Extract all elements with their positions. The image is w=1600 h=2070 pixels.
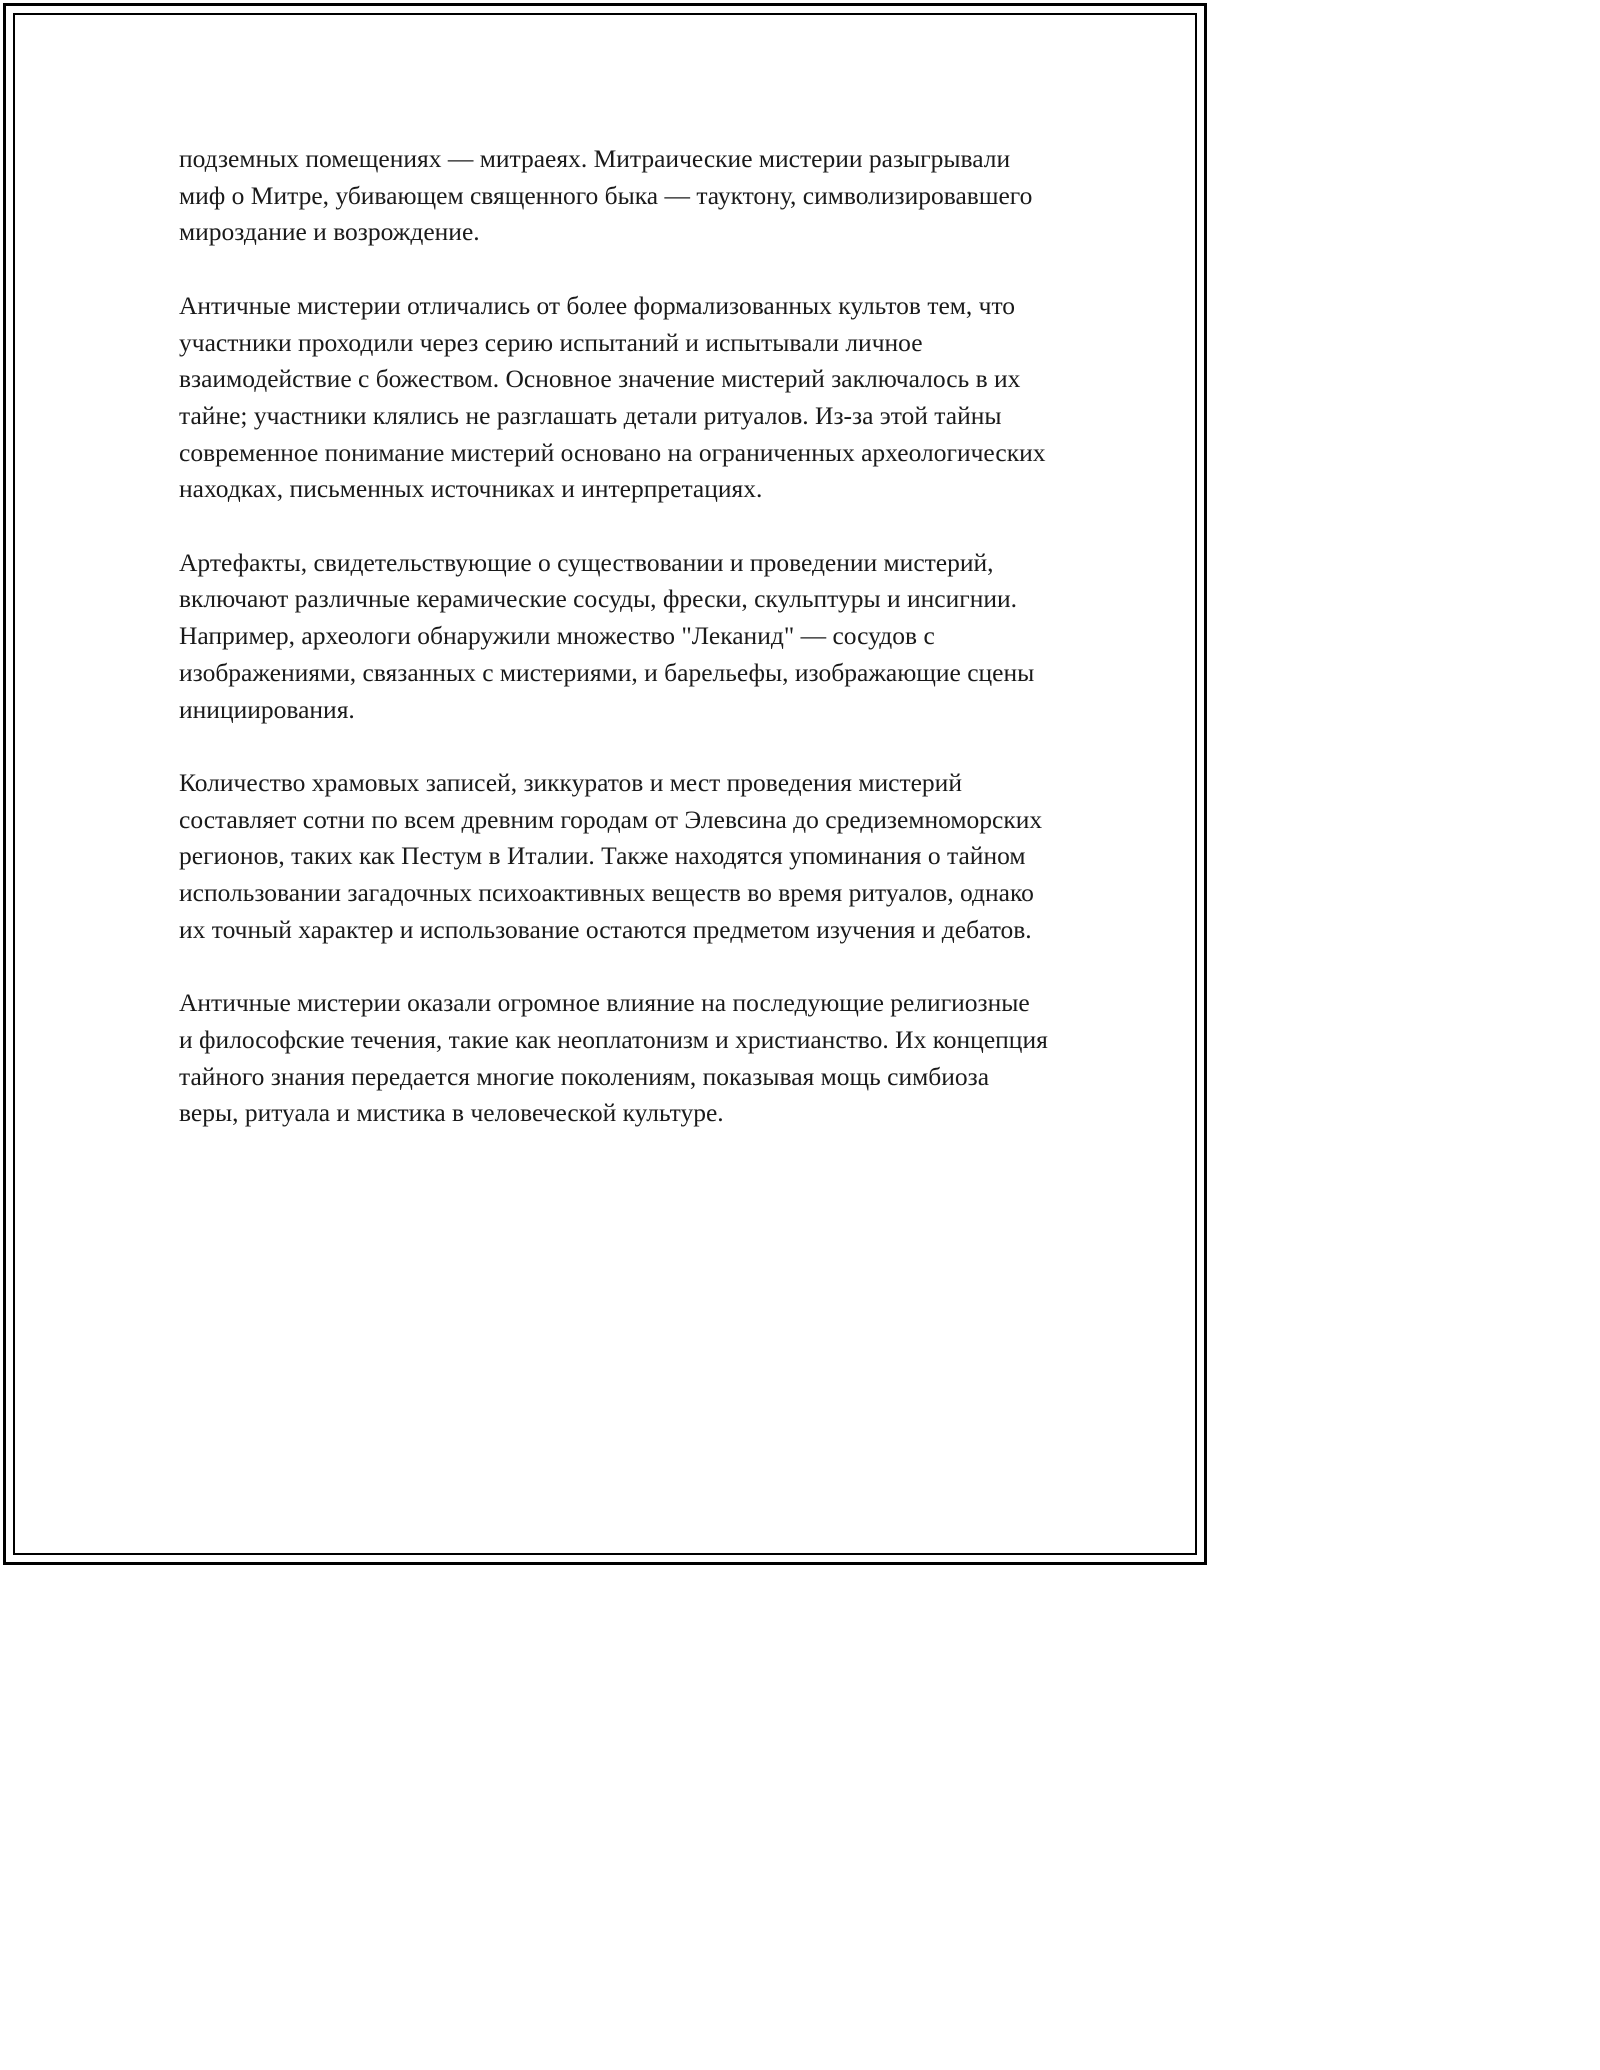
paragraph-temple-records: Количество храмовых записей, зиккуратов и мест проведения мистерий составляет сотни по всем древним городам от Элевсина до средиземноморских регионов, таких как Пестум в Италии. Также находятся упоминания о тайном использовании загадочных психоактивных веществ во время ритуалов, однако их точный характер и использование остаются предметом изучения и дебатов. <box>179 767 1043 944</box>
paragraph-ancient-mysteries-secrecy: Античные мистерии отличались от более формализованных культов тем, что участники проходили через серию испытаний и испытывали личное взаимодействие с божеством. Основное значение мистерий заключалось в их тайне; участники клялись не разглашать детали ритуалов. Из-за этой тайны современное понимание мистерий основано на ограниченных археологических находках, письменных источниках и интерпретациях. <box>179 290 1046 504</box>
document-body <box>179 141 1049 1132</box>
paragraph-mithraic-mysteries: подземных помещениях — митраеях. Митраические мистерии разыгрывали миф о Митре, убивающем священного быка — тауктону, символизировавшего мироздание и возрождение. <box>179 144 1033 247</box>
paragraph-artifacts: Артефакты, свидетельствующие о существовании и проведении мистерий, включают различные керамические сосуды, фрески, скульптуры и инсигнии. Например, археологи обнаружили множество "Леканид" — сосудов с изображениями, связанных с мистериями, и барельефы, изображающие сцены инициирования. <box>179 547 1035 724</box>
paragraph-influence: Античные мистерии оказали огромное влияние на последующие религиозные и философские течения, такие как неоплатонизм и христианство. Их концепция тайного знания передается многие поколениям, показывая мощь симбиоза веры, ритуала и мистика в человеческой культуре. <box>179 988 1048 1128</box>
